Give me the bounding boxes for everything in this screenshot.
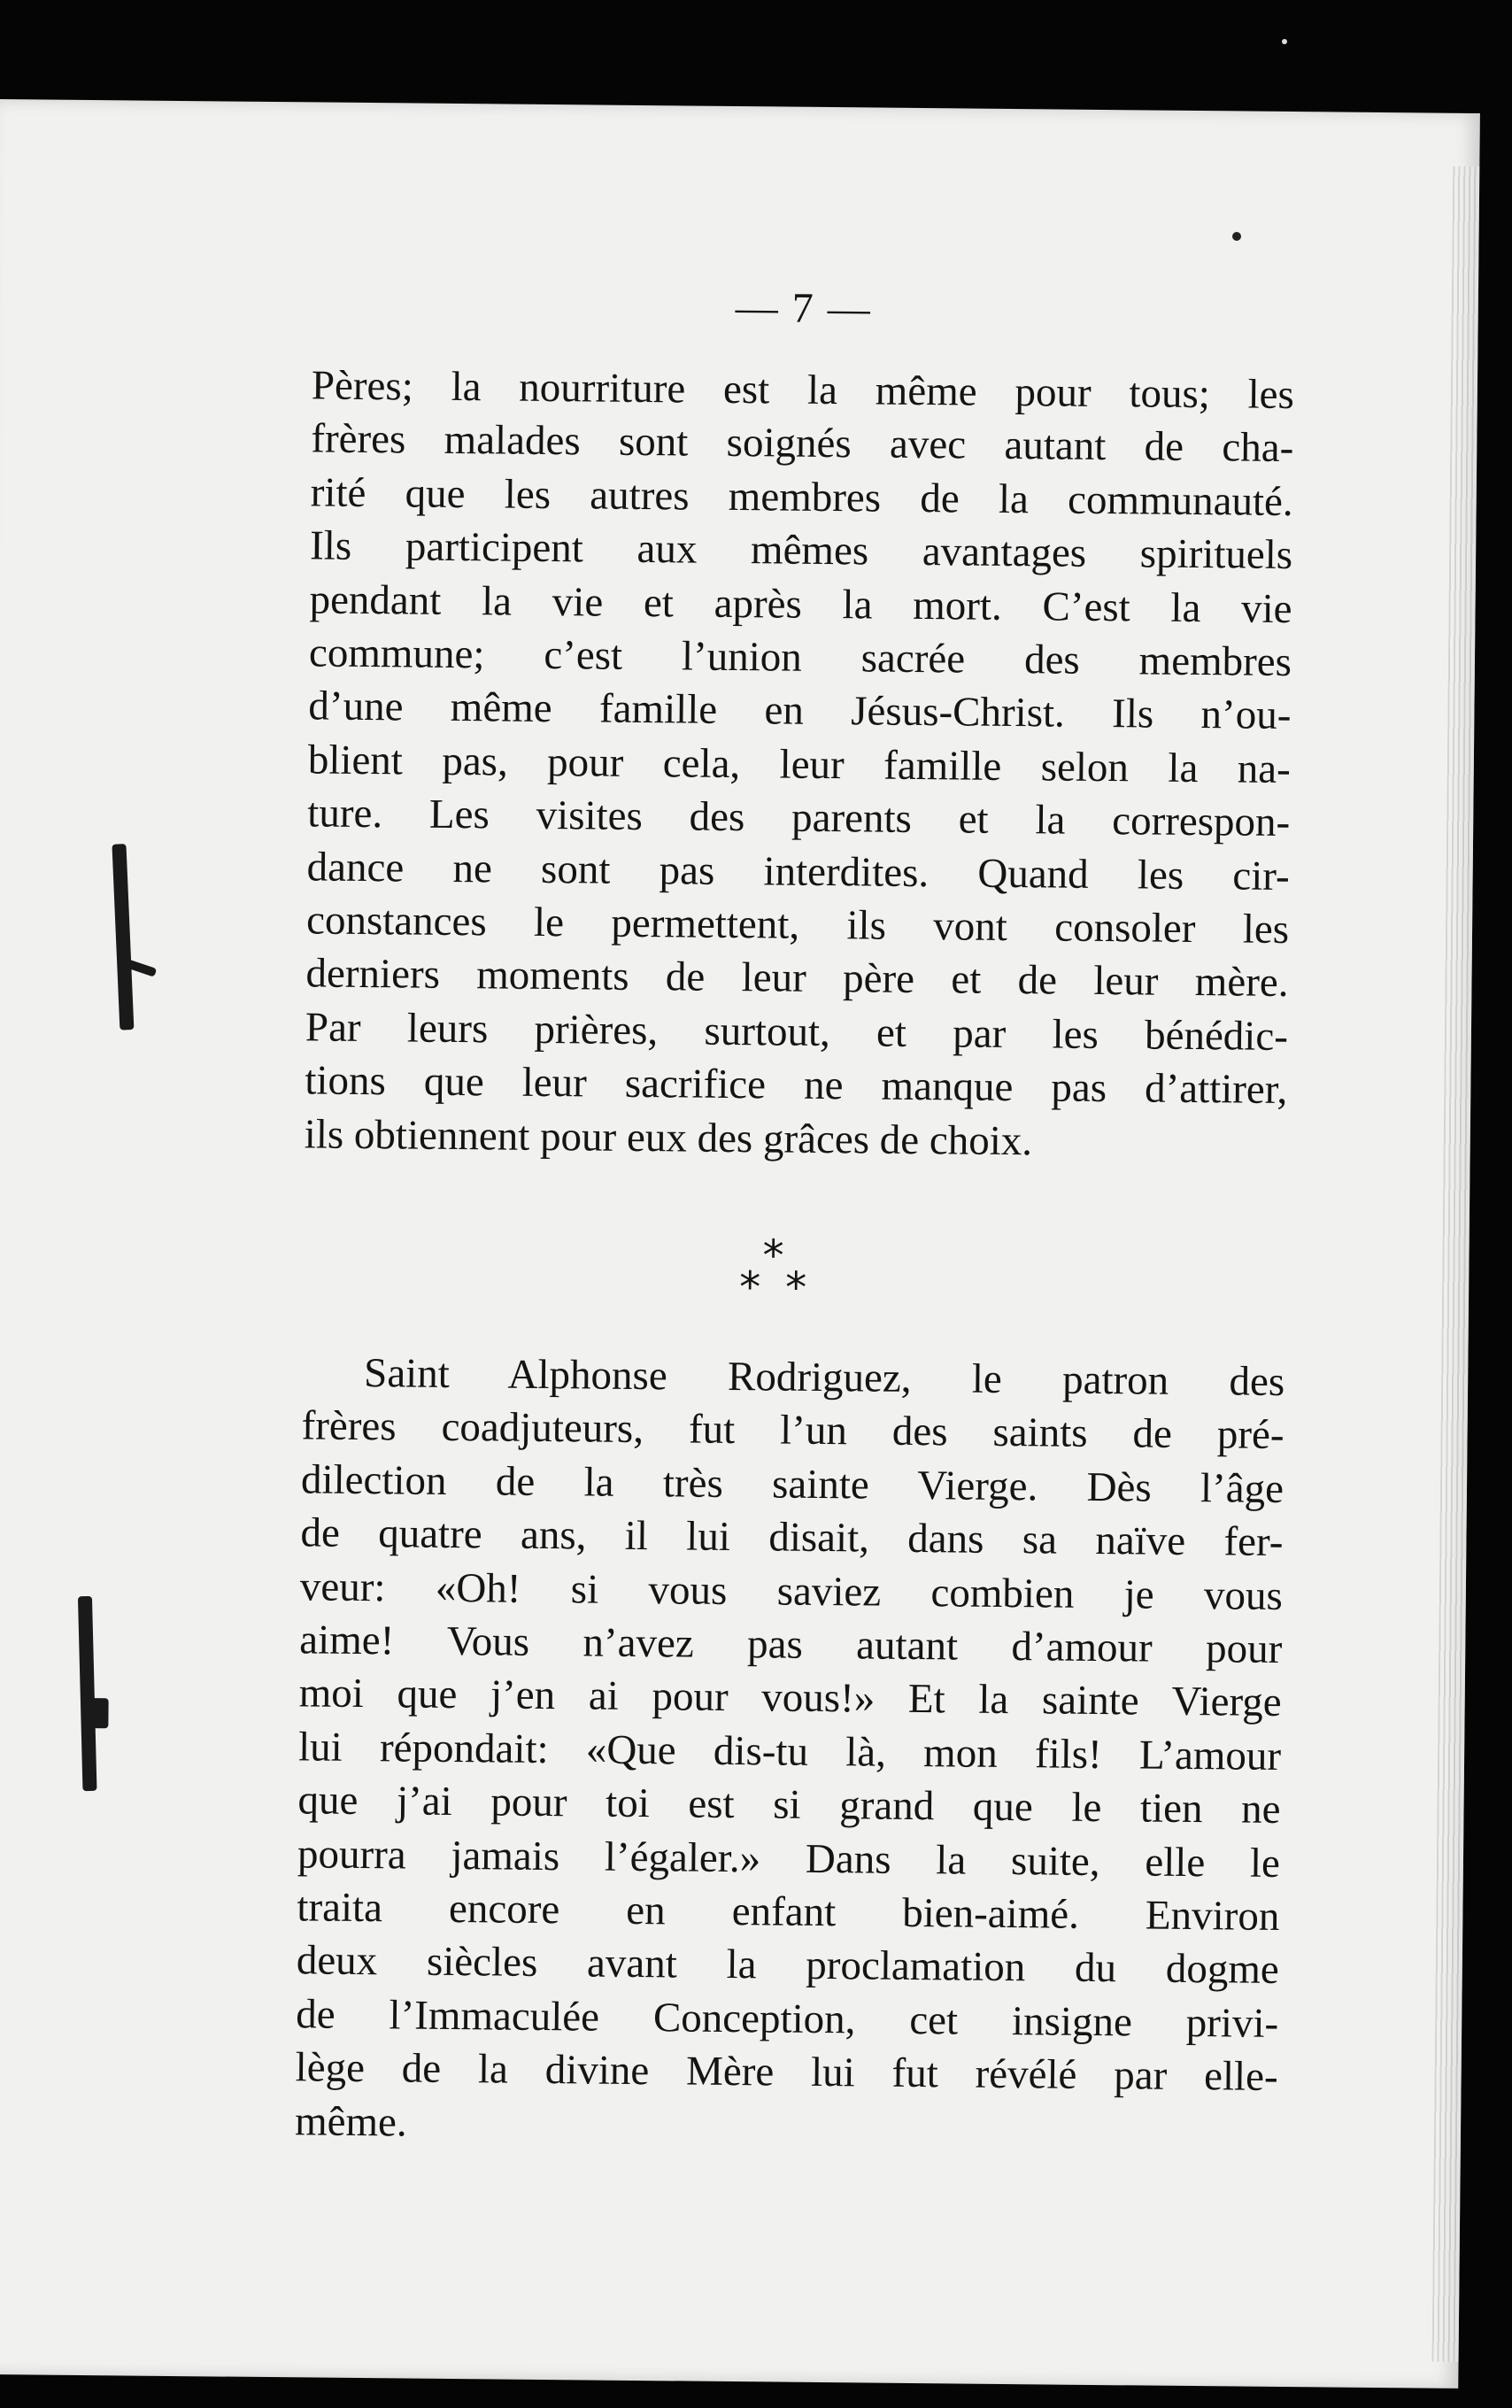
text-line: derniers moments de leur père et de leur mère.	[305, 950, 1289, 1007]
text-line: constances le permettent, ils vont consoler les	[305, 897, 1290, 953]
text-line: ils obtiennent pour eux des grâces de choix.	[304, 1111, 1033, 1164]
text-line: pendant la vie et après la mort. C’est la vie	[309, 576, 1292, 632]
margin-mark	[112, 844, 134, 1030]
text-line: tions que leur sacrifice ne manque pas d’attirer,	[305, 1057, 1288, 1114]
text-line: lège de la divine Mère lui fut révélé par elle-	[295, 2044, 1278, 2101]
text-line: pourra jamais l’égaler.» Dans la suite, elle le	[297, 1830, 1281, 1887]
margin-mark	[89, 1698, 108, 1728]
asterism-separator	[730, 1231, 820, 1329]
text-line: blient pas, pour cela, leur famille selon la na-	[307, 737, 1292, 792]
text-line: Saint Alphonse Rodriguez, le patron des	[363, 1350, 1285, 1405]
text-line: même.	[294, 2097, 407, 2146]
text-line: frères malades sont soignés avec autant de cha-	[311, 415, 1294, 472]
text-line: de quatre ans, il lui disait, dans sa naïve fer-	[300, 1509, 1284, 1566]
scan-speck	[1282, 39, 1287, 44]
text-line: Pères; la nourriture est la même pour tous; les	[311, 362, 1295, 419]
text-line: Par leurs prières, surtout, et par les bénédic-	[305, 1004, 1289, 1060]
text-line: traita encore en enfant bien-aimé. Environ	[297, 1884, 1280, 1941]
text-line: rité que les autres membres de la communauté.	[310, 469, 1293, 525]
text-line: d’une même famille en Jésus-Christ. Ils n’ou-	[308, 683, 1292, 739]
paragraph-1	[305, 359, 1295, 1170]
text-line: moi que j’en ai pour vous!» Et la sainte Vierge	[298, 1670, 1282, 1726]
text-line: lui répondait: «Que dis-tu là, mon fils! L’amour	[297, 1724, 1282, 1779]
margin-mark	[78, 1596, 97, 1791]
asterisk: *	[784, 1262, 807, 1313]
text-line: dance ne sont pas interdites. Quand les cir-	[306, 844, 1290, 899]
page-number: — 7 —	[735, 283, 873, 333]
text-line: veur: «Oh! si vous saviez combien je vous	[299, 1563, 1284, 1619]
text-line: aime! Vous n’avez pas autant d’amour pour	[299, 1617, 1283, 1673]
scan-speck	[1232, 232, 1241, 241]
text-line: dilection de la très sainte Vierge. Dès l’âge	[300, 1456, 1284, 1512]
text-line: que j’ai pour toi est si grand que le tien ne	[297, 1777, 1281, 1833]
text-line: deux siècles avant la proclamation du dogme	[296, 1937, 1280, 1994]
book-page	[0, 99, 1480, 2389]
text-line: Ils participent aux mêmes avantages spirituels	[309, 522, 1293, 579]
text-line: commune; c’est l’union sacrée des membres	[308, 629, 1292, 686]
text-line: frères coadjuteurs, fut l’un des saints de pré-	[301, 1402, 1284, 1459]
asterisk: *	[762, 1231, 784, 1281]
asterisk: *	[738, 1262, 761, 1313]
text-line: de l’Immaculée Conception, cet insigne privi-	[296, 1991, 1279, 2047]
paragraph-2	[295, 1346, 1285, 2157]
text-line: ture. Les visites des parents et la correspon-	[307, 790, 1291, 846]
